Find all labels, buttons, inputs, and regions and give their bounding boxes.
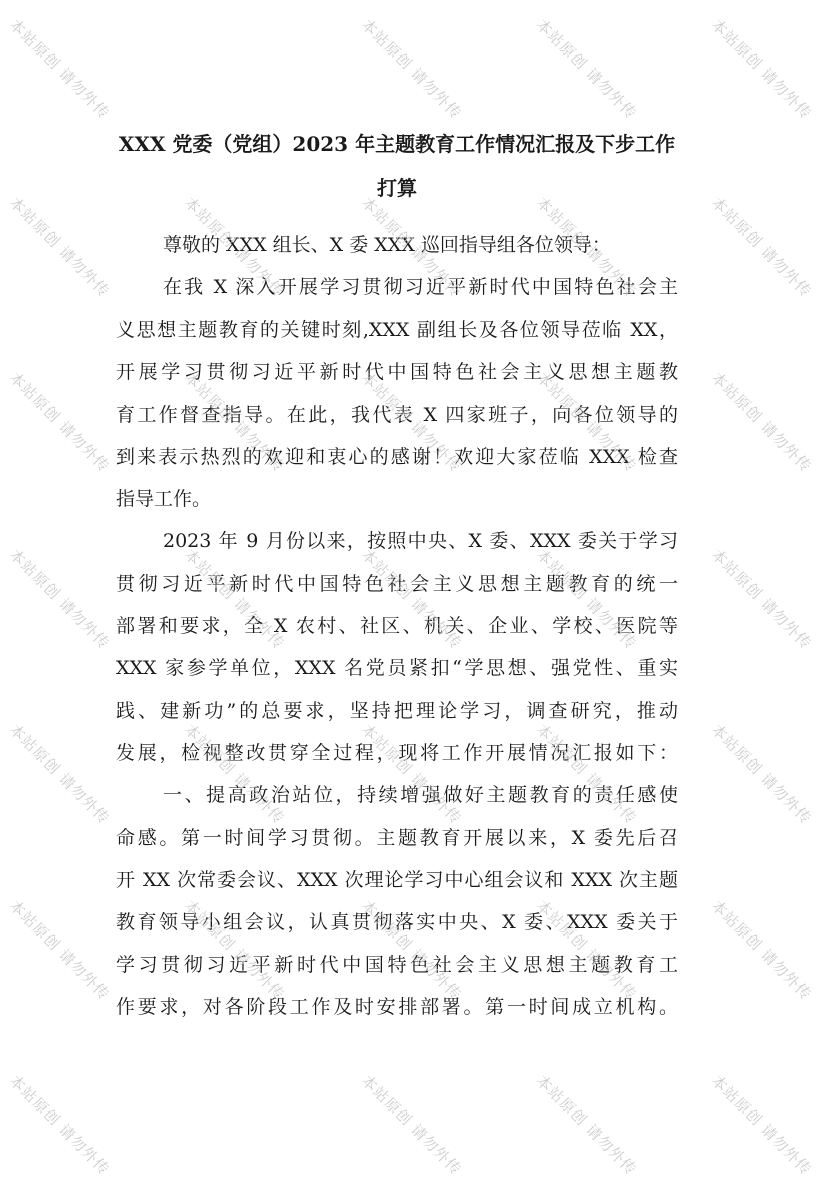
watermark: 本站原创 请勿外传 [357,15,466,123]
watermark: 本站原创 请勿外传 [180,545,289,653]
paragraph-line: 命感。第一时间学习贯彻。主题教育开展以来，X 委先后召 [116,827,678,849]
paragraph-line: 部署和要求，全 X 农村、社区、机关、企业、学校、医院等 [116,615,678,637]
watermark: 本站原创 请勿外传 [707,193,816,301]
paragraph-line: 开展学习贯彻习近平新时代中国特色社会主义思想主题教 [116,361,678,383]
watermark: 本站原创 请勿外传 [5,896,114,1004]
watermark: 本站原创 请勿外传 [180,720,289,828]
salutation: 尊敬的 XXX 组长、X 委 XXX 巡回指导组各位领导： [163,234,611,256]
watermark: 本站原创 请勿外传 [5,15,114,123]
watermark: 本站原创 请勿外传 [5,193,114,301]
watermark: 本站原创 请勿外传 [357,545,466,653]
watermark: 本站原创 请勿外传 [707,545,816,653]
paragraph-line: 指导工作。 [116,488,212,510]
paragraph-line: 发展，检视整改贯穿全过程，现将工作开展情况汇报如下： [116,742,678,764]
watermark: 本站原创 请勿外传 [357,896,466,1004]
watermark: 本站原创 请勿外传 [532,368,641,476]
document-title-line-2: 打算 [377,176,417,200]
paragraph-line: 到来表示热烈的欢迎和衷心的感谢！欢迎大家莅临 XXX 检查 [116,446,678,468]
watermark: 本站原创 请勿外传 [532,896,641,1004]
watermark: 本站原创 请勿外传 [707,896,816,1004]
paragraph-line: 践、建新功”的总要求，坚持把理论学习，调查研究，推动 [116,700,678,722]
watermark: 本站原创 请勿外传 [707,1071,816,1179]
watermark: 本站原创 请勿外传 [707,15,816,123]
watermark: 本站原创 请勿外传 [532,545,641,653]
paragraph-line: 教育领导小组会议，认真贯彻落实中央、X 委、XXX 委关于 [116,911,678,933]
paragraph-line: 学习贯彻习近平新时代中国特色社会主义思想主题教育工 [116,954,678,976]
paragraph-line: 作要求，对各阶段工作及时安排部署。第一时间成立机构。 [116,996,678,1018]
paragraph-line: 义思想主题教育的关键时刻,XXX 副组长及各位领导莅临 XX， [116,319,678,341]
document-title-line-1: XXX 党委（党组）2023 年主题教育工作情况汇报及下步工作 [118,132,676,156]
paragraph-line: XXX 家参学单位，XXX 名党员紧扣“学思想、强党性、重实 [116,657,678,679]
watermark: 本站原创 请勿外传 [532,720,641,828]
watermark: 本站原创 请勿外传 [707,368,816,476]
watermark: 本站原创 请勿外传 [532,193,641,301]
watermark: 本站原创 请勿外传 [532,15,641,123]
watermark: 本站原创 请勿外传 [5,1071,114,1179]
watermark: 本站原创 请勿外传 [180,193,289,301]
paragraph-line: 育工作督查指导。在此，我代表 X 四家班子，向各位领导的 [116,404,678,426]
watermark: 本站原创 请勿外传 [5,545,114,653]
watermark: 本站原创 请勿外传 [180,896,289,1004]
watermark: 本站原创 请勿外传 [5,368,114,476]
paragraph-line: 开 XX 次常委会议、XXX 次理论学习中心组会议和 XXX 次主题 [116,869,678,891]
paragraph-line: 2023 年 9 月份以来，按照中央、X 委、XXX 委关于学习 [163,530,678,552]
paragraph-line: 贯彻习近平新时代中国特色社会主义思想主题教育的统一 [116,573,678,595]
paragraph-line: 在我 X 深入开展学习贯彻习近平新时代中国特色社会主 [163,276,678,298]
section-heading-line: 一、提高政治站位，持续增强做好主题教育的责任感使 [163,784,678,806]
watermark: 本站原创 请勿外传 [357,193,466,301]
watermark: 本站原创 请勿外传 [707,720,816,828]
watermark: 本站原创 请勿外传 [357,368,466,476]
watermark: 本站原创 请勿外传 [532,1071,641,1179]
watermark: 本站原创 请勿外传 [5,720,114,828]
watermark: 本站原创 请勿外传 [357,720,466,828]
watermark: 本站原创 请勿外传 [180,368,289,476]
watermark: 本站原创 请勿外传 [357,1071,466,1179]
